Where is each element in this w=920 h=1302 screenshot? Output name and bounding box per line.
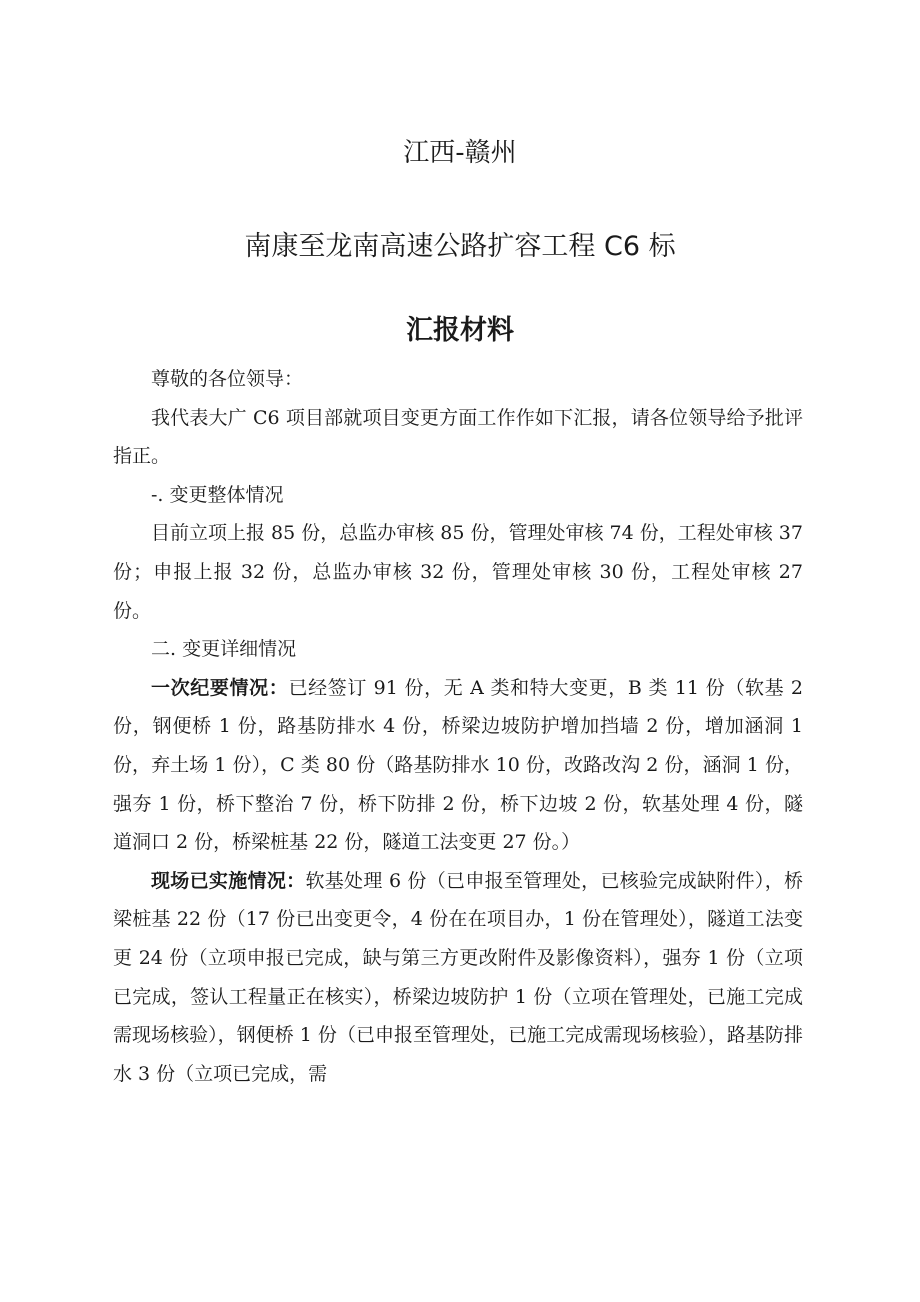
minutes-text: 已经签订 91 份，无 A 类和特大变更，B 类 11 份（软基 2 份，钢便桥 1 份，路基防排水 4 份，桥梁边坡防护增加挡墙 2 份，增加涵洞 1 份，弃土场 1 份），C 类 80 份（路基防排水 10 份，改路改沟 2 份，涵洞 1 份，强夯 1 份，桥下整治 7 份，桥下防排 2 份，桥下边坡 2 份，软基处理 4 份，隧道洞口 2 份，桥梁桩基 22 份，隧道工法变更 27 份。）: [113, 676, 803, 854]
project-title: 南康至龙南高速公路扩容工程 C6 标: [244, 231, 676, 262]
onsite-text: 软基处理 6 份（已申报至管理处，已核验完成缺附件），桥梁桩基 22 份（17 份已出变更令，4 份在在项目办，1 份在管理处），隧道工法变更 24 份（立项申报已完成，缺与第三方更改附件及影像资料），强夯 1 份（立项已完成，签认工程量正在核实），桥梁边坡防护 1 份（立项在管理处，已施工完成需现场核验），钢便桥 1 份（已申报至管理处，已施工完成需现场核验），路基防排水 3 份（立项已完成，需: [113, 869, 803, 1085]
section-2-heading: 二. 变更详细情况: [151, 638, 297, 661]
section-1-paragraph: 目前立项上报 85 份，总监办审核 85 份，管理处审核 74 份，工程处审核 37 份；申报上报 32 份，总监办审核 32 份，管理处审核 30 份，工程处审核 27 份。: [113, 522, 803, 622]
salutation: 尊敬的各位领导：: [151, 368, 304, 390]
report-body: [113, 360, 803, 1093]
minutes-label: 一次纪要情况：: [151, 676, 289, 699]
intro-paragraph: 我代表大广 C6 项目部就项目变更方面工作作如下汇报，请各位领导给予批评指正。: [113, 406, 803, 468]
onsite-paragraph: [113, 862, 803, 1094]
minutes-paragraph: [113, 669, 803, 862]
region-title: 江西-赣州: [403, 138, 517, 168]
section-1-heading: -. 变更整体情况: [151, 483, 284, 506]
onsite-label: 现场已实施情况：: [151, 869, 306, 892]
document-type-title: 汇报材料: [406, 315, 514, 346]
